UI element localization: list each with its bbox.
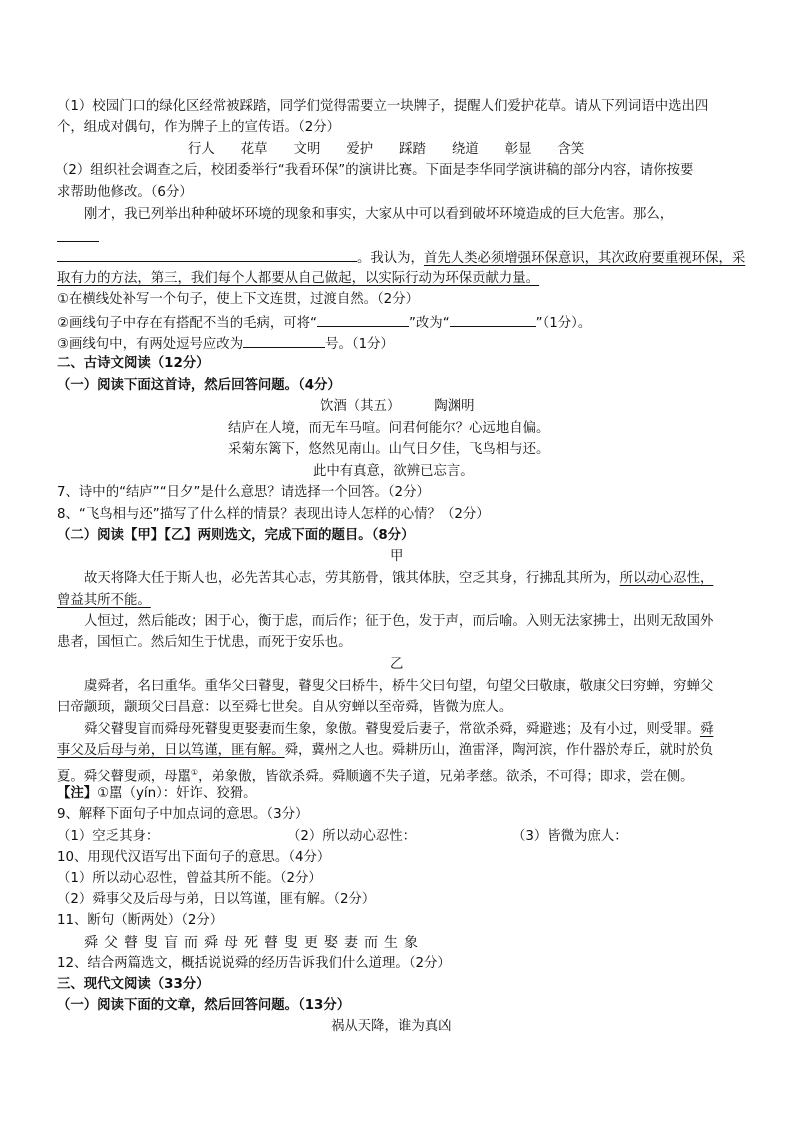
fill-in-blank[interactable]: [243, 334, 325, 348]
word-option: 花草: [240, 142, 268, 157]
section-2-part1: （一）阅读下面这首诗，然后回答问题。（4分）: [57, 378, 341, 393]
section-2-part2: （二）阅读【甲】【乙】两则选文，完成下面的题目。（8分）: [57, 528, 415, 543]
poem-author: 陶渊明: [434, 399, 475, 414]
q2-sub3: ③画线句中，有两处逗号应改为 号。（1分）: [57, 334, 741, 354]
q2-line2: 求帮助他修改。（6分）: [57, 185, 193, 200]
speech-passage-2: 。我认为，首先人类必须增强环保意识，其次政府要重视环保，采: [57, 248, 741, 268]
fill-in-blank[interactable]: [450, 313, 536, 327]
passage-jia-p1: 故天将降大任于斯人也，必先苦其心志，劳其筋骨，饿其体肤，空乏其身，行拂乱其所为，所以动心忍性，: [84, 571, 714, 586]
question-7: 7、诗中的“结庐”“日夕”是什么意思？请选择一个回答。（2分）: [57, 485, 430, 500]
passage-jia-p1-cont: 曾益其所不能。: [57, 593, 151, 608]
question-12: 12、结合两篇选文，概括说说舜的经历告诉我们什么道理。（2分）: [57, 956, 451, 971]
question-9-item: （2）所以动心忍性：: [287, 829, 417, 844]
passage-yi-p1-cont: 曰帝颛顼，颛顼父曰昌意：以至舜七世矣。自从穷蝉以至帝舜，皆微为庶人。: [57, 700, 513, 715]
question-10: 10、用现代汉语写出下面句子的意思。（4分）: [57, 850, 331, 865]
q1-line1: （1）校园门口的绿化区经常被踩踏，同学们觉得需要立一块牌子，提醒人们爱护花草。请从下列词语中选出四: [57, 99, 709, 114]
poem-line: 结庐在人境，而无车马喧。问君何能尔？心远地自偏。: [228, 421, 550, 436]
passage-jia-p2-cont: 患者，国恒亡。然后知生于忧患，而死于安乐也。: [57, 635, 352, 650]
question-11: 11、断句（断两处）（2分）: [57, 913, 224, 928]
section-3-heading: 三、现代文阅读（33分）: [57, 977, 210, 992]
question-10-1: （1）所以动心忍性，曾益其所不能。（2分）: [57, 871, 322, 886]
word-option: 绕道: [451, 142, 479, 157]
answer-blank-short[interactable]: [57, 228, 741, 248]
passage-yi-p2: 舜父瞽叟盲而舜母死瞽叟更娶妻而生象，象傲。瞽叟爱后妻子，常欲杀舜，舜避逃；及有小过，则受罪。舜: [84, 722, 714, 737]
question-11-text: 舜父瞽叟盲而舜母死瞽叟更娶妻而生象: [84, 935, 424, 951]
question-10-2: （2）舜事父及后母与弟，日以笃谨，匪有解。（2分）: [57, 892, 376, 907]
passage-yi-label: 乙: [390, 657, 404, 672]
question-9-item: （1）空乏其身：: [57, 829, 160, 844]
underlined-sentence: 首先人类必须增强环保意识，其次政府要重视环保，采: [423, 251, 746, 266]
question-8: 8、“飞鸟相与还”描写了什么样的情景？表现出诗人怎样的心情？（2分）: [57, 507, 490, 522]
passage-yi-p2-cont: 事父及后母与弟，日以笃谨，匪有解。舜，冀州之人也。舜耕历山，渔雷泽，陶河滨，作什器於寿丘，就时於负: [57, 743, 714, 758]
section-2-heading: 二、古诗文阅读（12分）: [57, 356, 210, 371]
q2-sub2: ②画线句子中存在有搭配不当的毛病，可将“ ”改为“ ”（1分）。: [57, 313, 741, 333]
poem-title: 饮酒（其五）: [320, 399, 401, 414]
poem-line: 采菊东篱下，悠然见南山。山气日夕佳，飞鸟相与还。: [228, 442, 550, 457]
word-option: 行人: [188, 142, 215, 157]
word-option: 含笑: [557, 142, 585, 157]
word-option: 文明: [293, 142, 321, 157]
article-title: 祸从天降，谁为真凶: [331, 1019, 452, 1034]
annotation-note: 【注】①嚚（yín）：奸诈、狡猾。: [57, 786, 257, 801]
q1-line2: 个，组成对偶句，作为牌子上的宣传语。（2分）: [57, 120, 341, 135]
poem-line: 此中有真意，欲辨已忘言。: [313, 464, 474, 479]
question-9-item: （3）皆微为庶人：: [512, 829, 628, 844]
section-3-part1: （一）阅读下面的文章，然后回答问题。（13分）: [57, 998, 351, 1013]
passage-yi-p1: 虞舜者，名曰重华。重华父曰瞽叟，瞽叟父曰桥牛，桥牛父曰句望，句望父曰敬康，敬康父曰穷蝉，穷蝉父: [84, 679, 714, 694]
q2-sub1: ①在横线处补写一个句子，使上下文连贯，过渡自然。（2分）: [57, 292, 419, 307]
fill-in-blank[interactable]: [317, 313, 409, 327]
fill-in-blank[interactable]: [57, 248, 357, 262]
word-option: 彰显: [504, 142, 532, 157]
word-option: 踩踏: [399, 142, 426, 157]
passage-jia-label: 甲: [390, 549, 404, 564]
passage-yi-p2-end: 夏。舜父瞽叟顽，母嚚①，弟象傲，皆欲杀舜。舜顺適不失子道，兄弟孝慈。欲杀，不可得；即求，尝在侧。: [57, 768, 694, 785]
q1-word-list: [188, 141, 794, 159]
passage-jia-p2: 人恒过，然后能改；困于心，衡于虑，而后作；征于色，发于声，而后喻。入则无法家拂士，出则无敌国外: [84, 614, 714, 629]
word-option: 爱护: [346, 142, 374, 157]
speech-passage-1: 刚才，我已列举出种种破坏环境的现象和事实，大家从中可以看到破坏环境造成的巨大危害。那么，: [84, 207, 674, 222]
speech-passage-3: 取有力的方法，第三，我们每个人都要从自己做起，以实际行动为环保贡献力量。: [57, 271, 540, 286]
poem-title-line: [320, 398, 794, 416]
q2-line1: （2）组织社会调查之后，校团委举行“我看环保”的演讲比赛。下面是李华同学演讲稿的部分内容，请你按要: [55, 163, 694, 178]
question-9: 9、解释下面句子中加点词的意思。（3分）: [57, 807, 309, 822]
